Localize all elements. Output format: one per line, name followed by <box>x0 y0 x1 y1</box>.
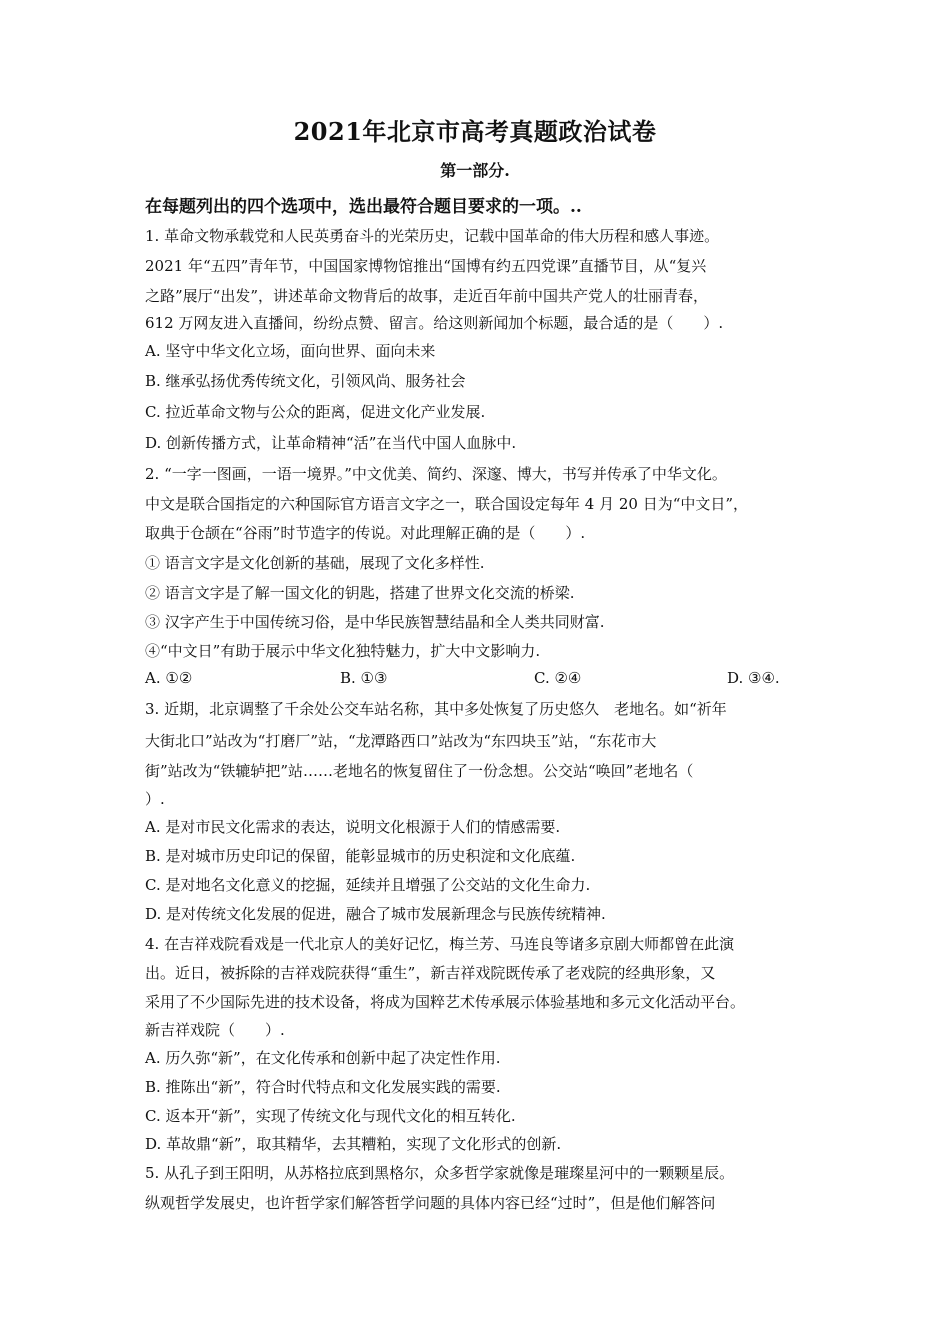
question-4-option-c: C. 返本开“新”，实现了传统文化与现代文化的相互转化. <box>145 1107 516 1125</box>
question-3-stem-line-2: 大街北口”站改为“打磨厂”站，“龙潭路西口”站改为“东四块玉”站，“东花市大 <box>145 732 657 750</box>
question-2-option-d: D. ③④. <box>727 669 780 687</box>
question-1-option-a: A. 坚守中华文化立场，面向世界、面向未来 <box>145 342 436 360</box>
question-1-option-c: C. 拉近革命文物与公众的距离，促进文化产业发展. <box>145 403 486 421</box>
question-1-stem-line-4: 612 万网友进入直播间，纷纷点赞、留言。给这则新闻加个标题，最合适的是（ ）. <box>145 314 724 332</box>
question-3-option-a: A. 是对市民文化需求的表达，说明文化根源于人们的情感需要. <box>145 818 561 836</box>
question-1-option-d: D. 创新传播方式，让革命精神“活”在当代中国人血脉中. <box>145 434 517 452</box>
question-2-statement-3: ③ 汉字产生于中国传统习俗，是中华民族智慧结晶和全人类共同财富. <box>145 613 605 631</box>
question-1-stem-line-2: 2021 年“五四”青年节，中国国家博物馆推出“国博有约五四党课”直播节目，从“复兴 <box>145 257 707 275</box>
question-2-statement-2: ② 语言文字是了解一国文化的钥匙，搭建了世界文化交流的桥梁. <box>145 584 575 602</box>
question-2-option-c: C. ②④ <box>534 669 582 687</box>
question-5-stem-line-1: 5. 从孔子到王阳明，从苏格拉底到黑格尔，众多哲学家就像是璀璨星河中的一颗颗星辰。 <box>145 1164 735 1182</box>
question-1-stem-line-1: 1. 革命文物承载党和人民英勇奋斗的光荣历史，记载中国革命的伟大历程和感人事迹。 <box>145 227 720 245</box>
question-1-option-b: B. 继承弘扬优秀传统文化，引领风尚、服务社会 <box>145 372 466 390</box>
question-2-statement-1: ① 语言文字是文化创新的基础，展现了文化多样性. <box>145 554 485 572</box>
question-2-stem-line-2: 中文是联合国指定的六种国际官方语言文字之一，联合国设定每年 4 月 20 日为“中文日”， <box>145 495 749 513</box>
question-4-option-b: B. 推陈出“新”，符合时代特点和文化发展实践的需要. <box>145 1078 501 1096</box>
question-4-stem-line-2: 出。近日，被拆除的吉祥戏院获得“重生”，新吉祥戏院既传承了老戏院的经典形象，又 <box>145 964 716 982</box>
question-3-stem-line-4: ）. <box>145 790 165 808</box>
document-title: 2021年北京市高考真题政治试卷 <box>293 117 657 146</box>
question-3-option-b: B. 是对城市历史印记的保留，能彰显城市的历史积淀和文化底蕴. <box>145 847 576 865</box>
question-5-stem-line-2: 纵观哲学发展史，也许哲学家们解答哲学问题的具体内容已经“过时”，但是他们解答问 <box>145 1194 716 1212</box>
question-3-option-c: C. 是对地名文化意义的挖掘，延续并且增强了公交站的文化生命力. <box>145 876 591 894</box>
question-2-option-b: B. ①③ <box>340 669 388 687</box>
question-3-option-d: D. 是对传统文化发展的促进，融合了城市发展新理念与民族传统精神. <box>145 905 606 923</box>
section-heading: 第一部分. <box>440 161 510 180</box>
question-4-option-d: D. 革故鼎“新”，取其精华，去其糟粕，实现了文化形式的创新. <box>145 1135 562 1153</box>
question-4-stem-line-4: 新吉祥戏院（ ）. <box>145 1021 285 1039</box>
question-1-stem-line-3: 之路”展厅“出发”，讲述革命文物背后的故事，走近百年前中国共产党人的壮丽青春， <box>145 287 709 305</box>
question-2-stem-line-1: 2. “一字一图画，一语一境界。”中文优美、简约、深邃、博大，书写并传承了中华文化。 <box>145 465 727 483</box>
question-4-stem-line-3: 采用了不少国际先进的技术设备，将成为国粹艺术传承展示体验基地和多元文化活动平台。 <box>145 993 746 1011</box>
question-4-option-a: A. 历久弥“新”，在文化传承和创新中起了决定性作用. <box>145 1049 501 1067</box>
question-2-stem-line-3: 取典于仓颉在“谷雨”时节造字的传说。对此理解正确的是（ ）. <box>145 524 586 542</box>
instruction-text: 在每题列出的四个选项中，选出最符合题目要求的一项。.. <box>145 197 582 217</box>
question-3-stem-line-1: 3. 近期，北京调整了千余处公交车站名称，其中多处恢复了历史悠久 老地名。如“祈年 <box>145 700 727 718</box>
question-2-statement-4: ④“中文日”有助于展示中华文化独特魅力，扩大中文影响力. <box>145 642 541 660</box>
question-3-stem-line-3: 街”站改为“铁辘轳把”站……老地名的恢复留住了一份念想。公交站“唤回”老地名（ <box>145 762 694 780</box>
question-4-stem-line-1: 4. 在吉祥戏院看戏是一代北京人的美好记忆，梅兰芳、马连良等诸多京剧大师都曾在此演 <box>145 935 735 953</box>
question-2-option-a: A. ①② <box>145 669 193 687</box>
